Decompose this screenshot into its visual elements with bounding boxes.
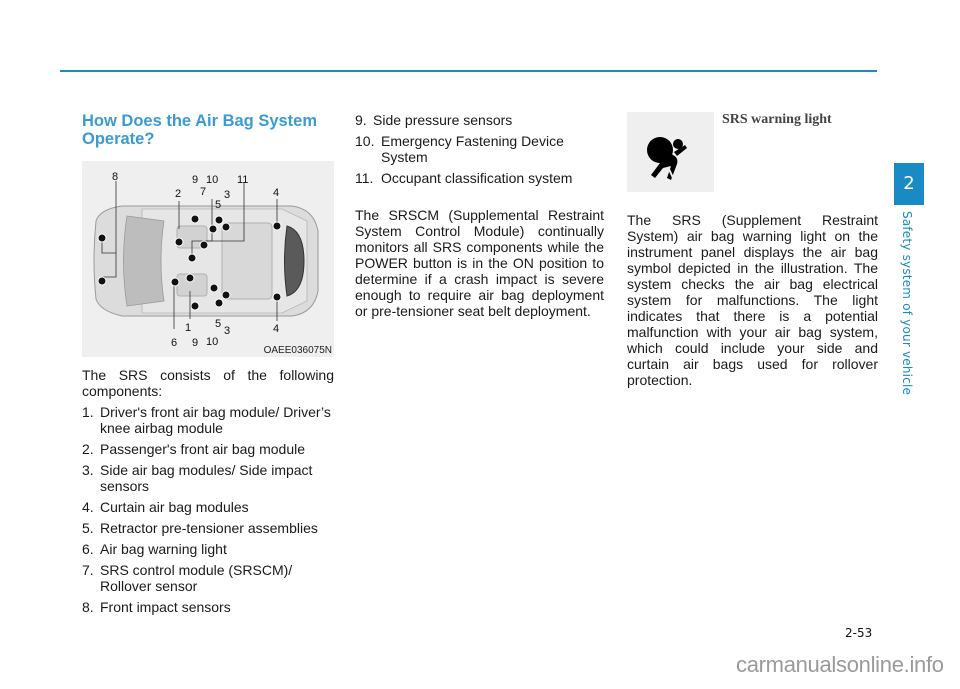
components-list-continued — [355, 112, 604, 186]
list-item: 7. SRS control module (SRSCM)/ Rollover sensor — [82, 562, 293, 594]
list-item: 3. Side air bag modules/ Side impact sensors — [82, 462, 313, 494]
diagram-label: 4 — [273, 323, 280, 335]
list-item: 10. Emergency Fastening Device System — [355, 133, 564, 165]
warning-light-heading: SRS warning light — [722, 112, 832, 127]
header-rule — [60, 70, 877, 72]
diagram-label: 10 — [206, 336, 219, 348]
airbag-system-diagram — [82, 161, 334, 357]
diagram-code: OAEE036075N — [263, 345, 332, 356]
watermark: carmanualsonline.info — [736, 652, 944, 677]
chapter-number-tab: 2 — [894, 163, 924, 205]
airbag-warning-icon — [627, 112, 714, 192]
section-heading: How Does the Air Bag System Operate? — [82, 112, 318, 148]
diagram-label: 9 — [192, 174, 199, 186]
diagram-label: 3 — [224, 325, 231, 337]
list-item: 1. Driver's front air bag module/ Driver’s knee airbag module — [82, 404, 331, 436]
list-item: 4. Curtain air bag modules — [82, 499, 249, 515]
diagram-label: 2 — [175, 188, 182, 200]
list-item: 2. Passenger's front air bag module — [82, 441, 306, 457]
diagram-label: 9 — [192, 337, 199, 349]
diagram-label: 10 — [206, 174, 219, 186]
diagram-label: 11 — [237, 174, 249, 186]
vehicle-top-view-illustration — [82, 161, 334, 357]
list-item: 9. Side pressure sensors — [355, 112, 513, 128]
list-item: 11. Occupant classification system — [355, 170, 573, 186]
chapter-title: Safety system of your vehicle — [900, 211, 914, 396]
column-middle — [355, 112, 604, 333]
srscm-paragraph: The SRSCM (Supplemental Restraint System Control Module) continually monitors all SRS components while the POWER button is in the ON position to determine if a crash impact is severe enough to require air bag deployment or pre-tensioner seat belt deployment. — [355, 207, 604, 319]
diagram-label: 3 — [224, 189, 231, 201]
column-left — [82, 112, 334, 615]
components-list — [82, 404, 334, 615]
page-number: 2-53 — [845, 626, 873, 640]
diagram-label: 5 — [215, 199, 222, 211]
diagram-label: 7 — [200, 186, 207, 198]
diagram-label: 5 — [215, 318, 222, 330]
list-item: 5. Retractor pre-tensioner assemblies — [82, 520, 318, 536]
intro-text: The SRS consists of the following components: — [82, 367, 334, 399]
diagram-label: 4 — [273, 187, 280, 199]
diagram-label: 6 — [171, 337, 178, 349]
airbag-warning-icon-box — [627, 112, 714, 192]
list-item: 8. Front impact sensors — [82, 599, 231, 615]
list-item: 6. Air bag warning light — [82, 541, 227, 557]
diagram-label: 8 — [112, 171, 119, 183]
diagram-label: 1 — [185, 322, 192, 334]
warning-light-paragraph: The SRS (Supplement Restraint System) air bag warning light on the instrument panel displays the air bag symbol depicted in the illustration. The system checks the air bag electrical system for malfunctions. The light indicates that there is a potential malfunction with your air bag system, which could include your side and curtain air bags used for rollover protection. — [627, 212, 878, 388]
column-right — [627, 212, 878, 402]
